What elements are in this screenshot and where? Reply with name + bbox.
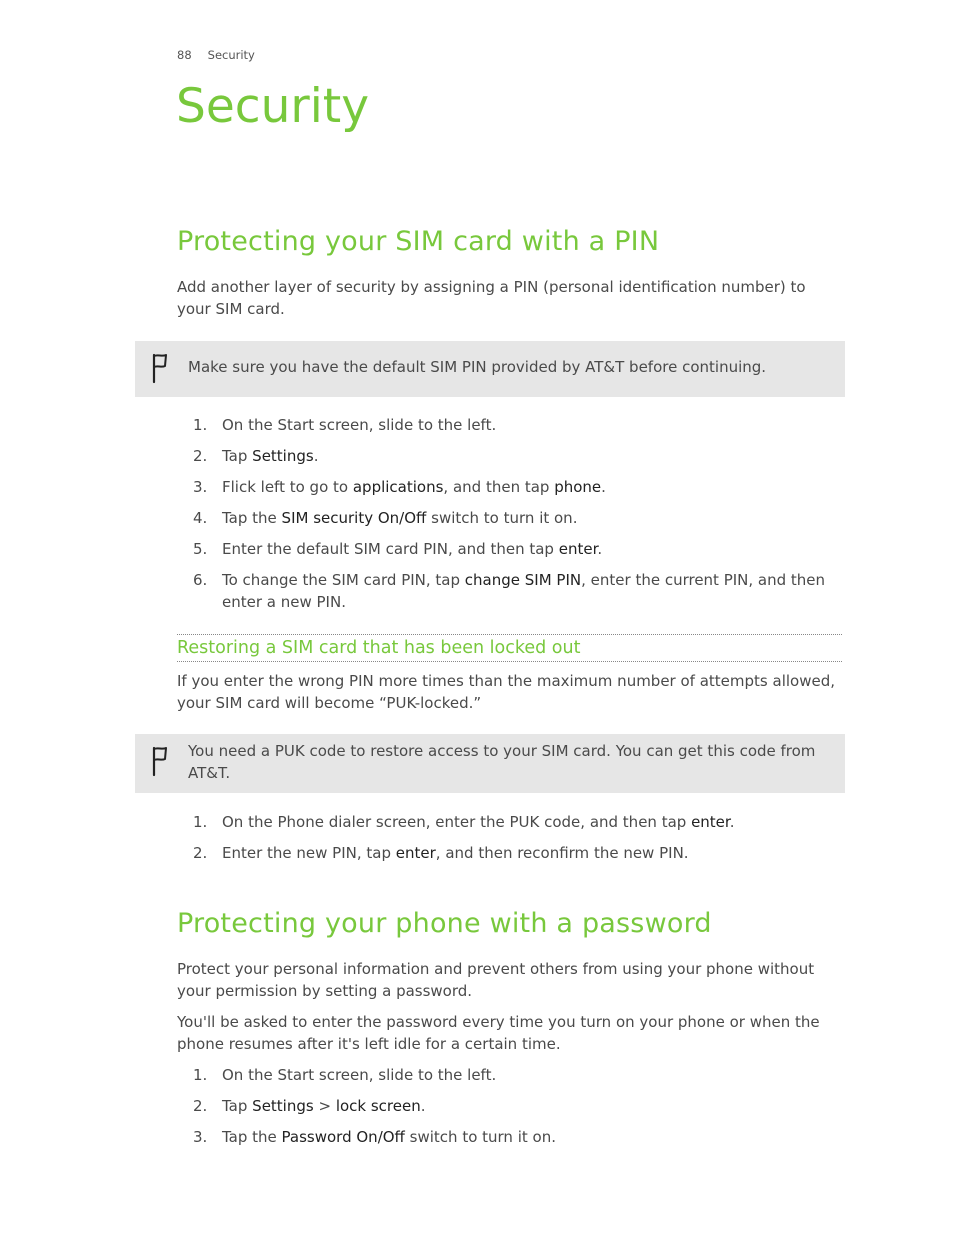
list-item (193, 1126, 843, 1148)
step-text: switch to turn it on. (404, 1128, 556, 1146)
step-text: Enter the default SIM card PIN, and then tap (222, 540, 559, 558)
step-number: 6. (193, 571, 208, 589)
ui-term: enter (395, 844, 436, 862)
list-item (193, 538, 843, 560)
list-item (193, 445, 843, 467)
step-text: . (601, 478, 606, 496)
ui-term: Settings (252, 1097, 314, 1115)
step-text: To change the SIM card PIN, tap (222, 571, 465, 589)
step-number: 1. (193, 1066, 208, 1084)
step-number: 1. (193, 416, 208, 434)
ui-term: Settings (252, 447, 314, 465)
step-text: Flick left to go to (222, 478, 353, 496)
list-item (193, 842, 843, 864)
step-number: 3. (193, 478, 208, 496)
step-text: On the Start screen, slide to the left. (222, 1066, 497, 1084)
step-text: . (313, 447, 319, 465)
password-intro-1: Protect your personal information and prevent others from using your phone without your permission by setting a password. (177, 960, 815, 1000)
step-number: 2. (193, 844, 208, 862)
note-text: You need a PUK code to restore access to your SIM card. You can get this code from AT&T. (188, 742, 816, 782)
step-text: Tap the (222, 509, 282, 527)
restore-note (135, 734, 845, 793)
running-header (177, 44, 255, 66)
list-item (193, 811, 843, 833)
password-intro-2: You'll be asked to enter the password every time you turn on your phone or when the phone resumes after it's left idle for a certain time. (177, 1013, 820, 1053)
step-text: Enter the new PIN, tap (222, 844, 396, 862)
step-number: 1. (193, 813, 208, 831)
restore-steps (193, 811, 843, 864)
list-item (193, 476, 843, 498)
step-text: Tap (222, 447, 253, 465)
list-item (193, 1095, 843, 1117)
note-text: Make sure you have the default SIM PIN provided by AT&T before continuing. (188, 358, 767, 376)
step-text: switch to turn it on. (426, 509, 578, 527)
sim-pin-heading: Protecting your SIM card with a PIN (177, 226, 660, 257)
password-heading: Protecting your phone with a password (177, 908, 712, 939)
step-text: On the Phone dialer screen, enter the PUK code, and then tap (222, 813, 692, 831)
running-section-title: Security (207, 48, 255, 62)
step-text: , enter the current PIN, and then enter a new PIN. (222, 571, 826, 611)
list-item (193, 1064, 843, 1086)
step-number: 2. (193, 447, 208, 465)
restore-intro: If you enter the wrong PIN more times than the maximum number of attempts allowed, your SIM card will become “PUK-locked.” (177, 672, 835, 712)
step-text: , and then reconfirm the new PIN. (435, 844, 689, 862)
chapter-title: Security (176, 79, 370, 134)
step-number: 3. (193, 1128, 208, 1146)
list-item (193, 569, 843, 613)
ui-term: enter (558, 540, 598, 558)
ui-term: lock screen (335, 1097, 421, 1115)
sim-pin-note (135, 341, 845, 397)
step-text: Tap the (222, 1128, 282, 1146)
ui-term: SIM security On/Off (281, 509, 427, 527)
restore-heading-box (177, 634, 842, 662)
step-number: 2. (193, 1097, 208, 1115)
ui-term: change SIM PIN (464, 571, 582, 589)
flag-icon (149, 352, 169, 384)
step-text: On the Start screen, slide to the left. (222, 416, 497, 434)
page-number: 88 (177, 48, 192, 62)
step-number: 4. (193, 509, 208, 527)
restore-heading: Restoring a SIM card that has been locked out (177, 638, 581, 658)
ui-term: applications (352, 478, 444, 496)
step-text: Tap (222, 1097, 253, 1115)
sim-pin-steps (193, 414, 843, 613)
list-item (193, 507, 843, 529)
ui-term: phone (554, 478, 602, 496)
step-text: . (597, 540, 603, 558)
step-text: , and then tap (443, 478, 555, 496)
step-number: 5. (193, 540, 208, 558)
sim-pin-intro: Add another layer of security by assigning a PIN (personal identification number) to your SIM card. (177, 278, 806, 318)
password-steps (193, 1064, 843, 1148)
flag-icon (149, 745, 169, 777)
ui-term: enter (691, 813, 730, 831)
step-text: . (729, 813, 735, 831)
step-text: > (313, 1097, 336, 1115)
ui-term: Password On/Off (281, 1128, 405, 1146)
list-item (193, 414, 843, 436)
step-text: . (420, 1097, 426, 1115)
